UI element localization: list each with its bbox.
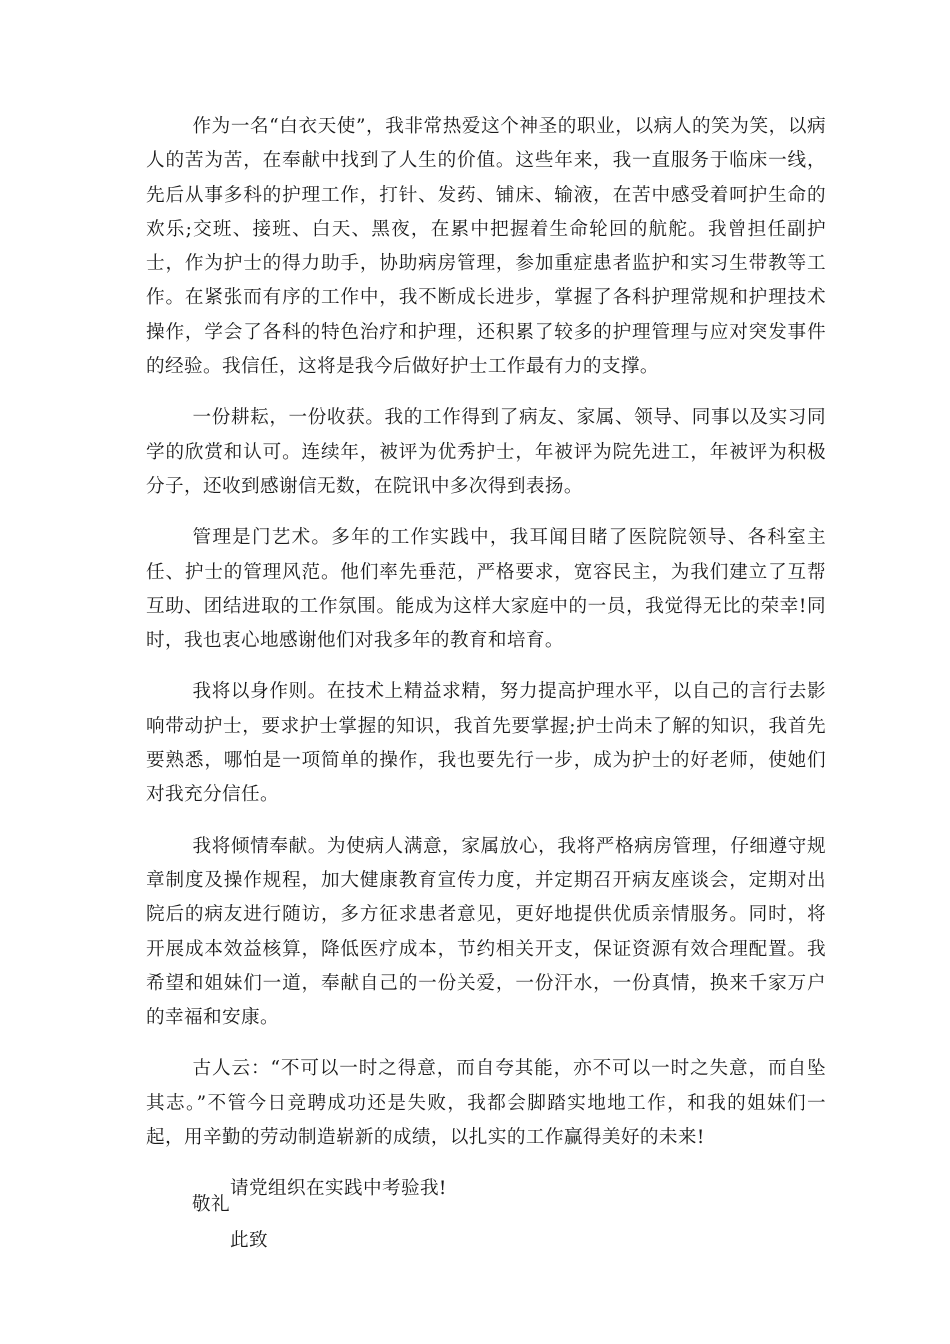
closing-line: 请党组织在实践中考验我!	[230, 1178, 447, 1200]
paragraph-harvest: 一份耕耘，一份收获。我的工作得到了病友、家属、领导、同事以及实习同学的欣赏和认可。连续年，被评为优秀护士，年被评为院先进工，年被评为积极分子，还收到感谢信无数，在院讯中多次得到表扬。	[146, 407, 826, 497]
paragraph-career: 作为一名“白衣天使”，我非常热爱这个神圣的职业，以病人的笑为笑，以病人的苦为苦，在奉献中找到了人生的价值。这些年来，我一直服务于临床一线，先后从事多科的护理工作，打针、发药、铺床、输液，在苦中感受着呵护生命的欢乐;交班、接班、白天、黑夜，在累中把握着生命轮回的航舵。我曾担任副护士，作为护士的得力助手，协助病房管理，参加重症患者监护和实习生带教等工作。在紧张而有序的工作中，我不断成长进步，掌握了各科护理常规和护理技术操作，学会了各科的特色治疗和护理，还积累了较多的护理管理与应对突发事件的经验。我信任，这将是我今后做好护士工作最有力的支撑。	[146, 116, 826, 378]
ci-zhi-line: 此致	[230, 1229, 268, 1251]
document-body	[146, 110, 826, 1275]
paragraph-lead-by-example: 我将以身作则。在技术上精益求精，努力提高护理水平，以自己的言行去影响带动护士，要求护士掌握的知识，我首先要掌握;护士尚未了解的知识，我首先要熟悉，哪怕是一项简单的操作，我也要先行一步，成为护士的好老师，使她们对我充分信任。	[146, 681, 826, 806]
paragraph-management: 管理是门艺术。多年的工作实践中，我耳闻目睹了医院院领导、各科室主任、护士的管理风范。他们率先垂范，严格要求，宽容民主，为我们建立了互帮互助、团结进取的工作氛围。能成为这样大家庭中的一员，我觉得无比的荣幸!同时，我也衷心地感谢他们对我多年的教育和培育。	[146, 527, 826, 652]
jing-li-salute: 敬礼	[192, 1194, 230, 1215]
paragraph-ancient-saying: 古人云：“不可以一时之得意，而自夸其能，亦不可以一时之失意，而自坠其志。”不管今日竞聘成功还是失败，我都会脚踏实地地工作，和我的姐妹们一起，用辛勤的劳动制造崭新的成绩，以扎实的工作赢得美好的未来!	[146, 1058, 826, 1149]
paragraph-devotion: 我将倾情奉献。为使病人满意，家属放心，我将严格病房管理，仔细遵守规章制度及操作规程，加大健康教育宣传力度，并定期召开病友座谈会，定期对出院后的病友进行随访，多方征求患者意见，更好地提供优质亲情服务。同时，将开展成本效益核算，降低医疗成本，节约相关开支，保证资源有效合理配置。我希望和姐妹们一道，奉献自己的一份关爱，一份汗水，一份真情，换来千家万户的幸福和安康。	[146, 835, 826, 1029]
